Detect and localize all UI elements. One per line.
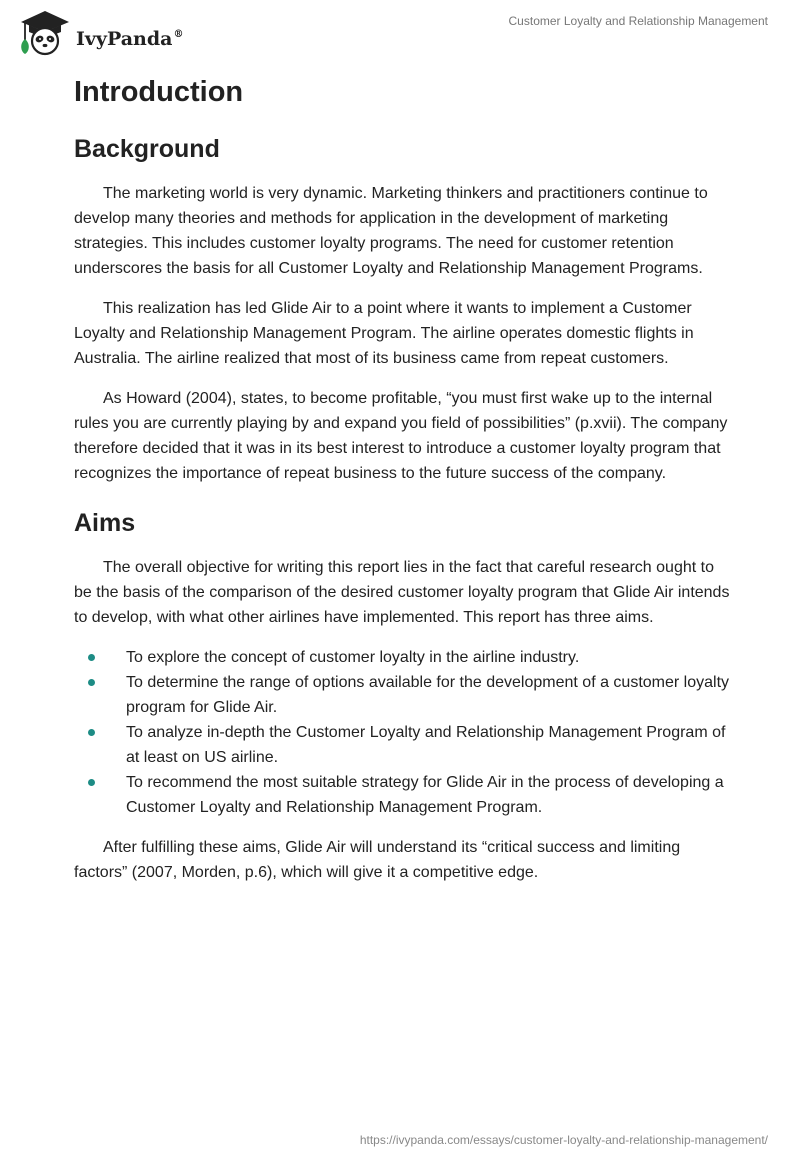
aims-list-item — [74, 670, 734, 720]
page-header — [0, 0, 800, 60]
bullet-icon — [88, 729, 95, 736]
background-heading: Background — [74, 135, 220, 163]
background-paragraph-1: The marketing world is very dynamic. Marketing thinkers and practitioners continue to develop many theories and methods for application in the development of marketing strategies. This includes customer loyalty programs. The need for customer retention underscores the basis for all Customer Loyalty and Relationship Management Programs. — [74, 185, 708, 277]
logo-wordmark — [76, 28, 183, 50]
footer-source-url[interactable]: https://ivypanda.com/essays/customer-loyalty-and-relationship-management/ — [359, 1133, 768, 1147]
aims-list-item — [74, 770, 734, 820]
bullet-icon — [88, 654, 95, 661]
background-paragraph-3: As Howard (2004), states, to become profitable, “you must first wake up to the internal rules you are currently playing by and expand you field of possibilities” (p.xvii). The company therefore decided that it was in its best interest to introduce a customer loyalty program that recognizes the importance of repeat business to the future success of the company. — [74, 390, 728, 482]
aims-intro-paragraph: The overall objective for writing this report lies in the fact that careful research ought to be the basis of the comparison of the desired customer loyalty program that Glide Air intends to develop, with what other airlines have implemented. This report has three aims. — [74, 559, 730, 626]
aims-list — [74, 645, 734, 820]
aim-text: To analyze in-depth the Customer Loyalty and Relationship Management Program of at least on US airline. — [126, 724, 726, 766]
aim-text: To determine the range of options available for the development of a customer loyalty program for Glide Air. — [126, 674, 730, 716]
logo-name: IvyPanda — [76, 28, 173, 50]
introduction-heading: Introduction — [74, 76, 244, 108]
bullet-icon — [88, 779, 95, 786]
aims-list-item — [74, 720, 734, 770]
document-title: Customer Loyalty and Relationship Management — [508, 14, 768, 28]
aim-text: To explore the concept of customer loyalty in the airline industry. — [126, 649, 580, 666]
registered-mark: ® — [173, 29, 184, 40]
panda-graduate-icon — [16, 8, 74, 56]
aim-text: To recommend the most suitable strategy for Glide Air in the process of developing a Customer Loyalty and Relationship Management Program. — [126, 774, 724, 816]
article-body — [74, 70, 734, 885]
background-paragraph-2: This realization has led Glide Air to a point where it wants to implement a Customer Loyalty and Relationship Management Program. The airline operates domestic flights in Australia. The airline realized that most of its business came from repeat customers. — [74, 300, 694, 367]
aims-conclusion-paragraph: After fulfilling these aims, Glide Air will understand its “critical success and limiting factors” (2007, Morden, p.6), which will give it a competitive edge. — [74, 839, 681, 881]
aims-list-item — [74, 645, 734, 670]
bullet-icon — [88, 679, 95, 686]
aims-heading: Aims — [74, 509, 136, 537]
ivypanda-logo[interactable] — [16, 8, 192, 56]
